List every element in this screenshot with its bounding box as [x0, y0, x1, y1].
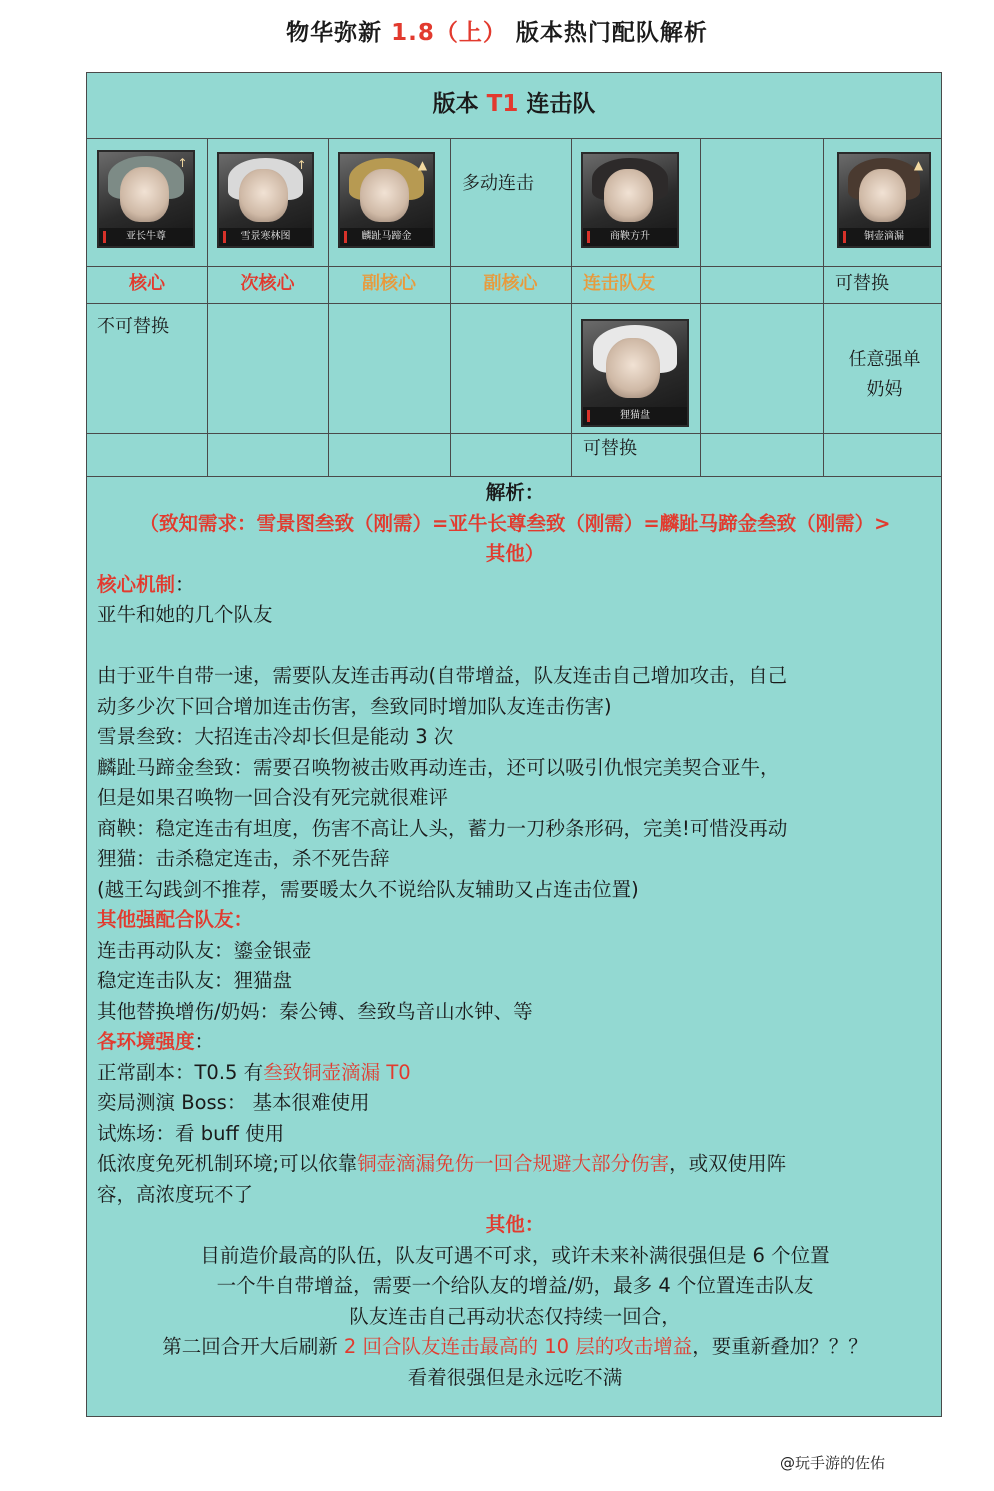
text-line: 由于亚牛自带一速，需要队友连击再动(自带增益，队友连击自己增加攻击，自己	[97, 664, 788, 687]
rank-badge-icon: ▲	[913, 158, 924, 172]
grid-line	[87, 303, 941, 304]
role-vicecore: 副核心	[362, 273, 416, 294]
core-heading	[97, 570, 933, 601]
portrait-xuejinghanlintu[interactable]	[217, 152, 314, 248]
portrait-face	[239, 169, 287, 222]
requirement-line: 其他）	[485, 542, 545, 565]
portrait-nameplate: 雪景寒林图	[219, 228, 312, 246]
portrait-nameplate: 商鞅方升	[583, 228, 677, 246]
text-segment: ，或双使用阵	[669, 1152, 787, 1175]
other-heading: 其他：	[485, 1213, 545, 1236]
text-line: (越王勾践剑不推荐，需要暖太久不说给队友辅助又占连击位置)	[97, 877, 639, 901]
env-heading	[97, 1027, 933, 1058]
text-line	[97, 1332, 933, 1363]
portrait-face	[120, 167, 169, 222]
portrait-limaopan[interactable]	[581, 319, 689, 427]
page-title	[0, 14, 994, 47]
text-line: 动多少次下回合增加连击伤害，叁致同时增加队友连击伤害)	[97, 694, 612, 718]
upgrade-arrow-icon: ↑	[296, 158, 307, 172]
portrait-nameplate: 铜壶滴漏	[839, 228, 929, 246]
portrait-nameplate: 狸猫盘	[583, 407, 687, 425]
highlight-segment: 铜壶滴漏免伤一回合规避大部分伤害	[357, 1152, 670, 1175]
analysis-section	[97, 478, 933, 1393]
portrait-face	[360, 169, 408, 222]
grid-line	[450, 139, 451, 476]
team-title-prefix: 版本	[432, 91, 487, 117]
note-replaceable: 可替换	[583, 438, 637, 459]
text-segment: ，要重新叠加？？？	[692, 1335, 868, 1358]
grid-line	[328, 139, 329, 476]
note-any-healer: 任意强单奶妈	[848, 349, 921, 400]
note-irreplaceable: 不可替换	[97, 316, 169, 337]
grid-line	[87, 266, 941, 267]
title-suffix: 版本热门配队解析	[506, 20, 708, 46]
grid-line	[87, 476, 941, 477]
title-prefix: 物华弥新	[286, 20, 392, 46]
core-heading-text: 核心机制	[97, 572, 176, 596]
highlight-segment: 叁致铜壶滴漏 T0	[263, 1060, 411, 1084]
text-line: 容，高浓度玩不了	[97, 1182, 254, 1206]
upgrade-arrow-icon: ↑	[177, 156, 188, 170]
text-line: 队友连击自己再动状态仅持续一回合，	[349, 1304, 681, 1328]
text-line: 奕局测演 Boss： 基本很难使用	[97, 1091, 370, 1114]
core-heading-colon: ：	[175, 572, 195, 596]
portrait-tonghudilou[interactable]	[837, 152, 931, 248]
text-line: 稳定连击队友：狸猫盘	[97, 969, 293, 992]
grid-line	[700, 139, 701, 476]
team-title	[87, 73, 941, 139]
text-segment: 低浓度免死机制环境;可以依靠	[97, 1152, 358, 1175]
text-line: 狸猫：击杀稳定连击，杀不死告辞	[97, 847, 390, 870]
team-tier: T1	[486, 91, 519, 117]
portrait-face	[606, 338, 660, 398]
text-line: 麟趾马蹄金叁致：需要召唤物被击败再动连击，还可以吸引仇恨完美契合亚牛，	[97, 755, 780, 779]
role-replaceable: 可替换	[835, 273, 889, 294]
text-line: 雪景叁致：大招连击冷却长但是能动 3 次	[97, 725, 454, 748]
env-heading-colon: ：	[194, 1030, 215, 1053]
grid-line	[571, 139, 572, 476]
portrait-shangyangfangsheng[interactable]	[581, 152, 679, 248]
text-line: 看着很强但是永远吃不满	[407, 1365, 623, 1389]
env-heading-text: 各环境强度	[97, 1030, 195, 1053]
role-combo-partner: 连击队友	[583, 273, 655, 294]
requirement-line: （致知需求：雪景图叁致（刚需）=亚牛长尊叁致（刚需）=麟趾马蹄金叁致（刚需）>	[139, 511, 891, 535]
grid-line	[87, 433, 941, 434]
spacer	[97, 631, 933, 662]
role-core: 核心	[129, 273, 165, 294]
grid-line	[823, 139, 824, 476]
portrait-linzhimatijin[interactable]	[338, 152, 435, 248]
portrait-nameplate: 麟趾马蹄金	[340, 228, 433, 246]
portrait-face	[859, 169, 906, 222]
team-title-suffix: 连击队	[518, 91, 596, 117]
author-credit: @玩手游的佐佑	[780, 1454, 886, 1472]
partners-heading: 其他强配合队友：	[97, 908, 254, 931]
role-subcore: 次核心	[240, 273, 295, 294]
highlight-segment: 2 回合队友连击最高的 10 层的攻击增益	[343, 1335, 693, 1358]
portrait-nameplate: 亚长牛尊	[99, 228, 193, 246]
multi-combo-label: 多动连击	[462, 173, 534, 194]
portrait-yachangniuzun[interactable]	[97, 150, 195, 248]
portrait-face	[604, 169, 653, 222]
text-line: 但是如果召唤物一回合没有死完就很难评	[97, 786, 449, 809]
title-version: 1.8（上）	[391, 20, 507, 46]
text-line: 亚牛和她的几个队友	[97, 603, 273, 626]
analysis-heading: 解析：	[485, 481, 545, 504]
rank-badge-icon: ▲	[417, 158, 428, 172]
text-line: 商鞅：稳定连击有坦度，伤害不高让人头，蓄力一刀秒条形码，完美!可惜没再动	[97, 816, 788, 840]
text-segment: 正常副本：T0.5 有	[97, 1060, 264, 1084]
grid-line	[207, 139, 208, 476]
text-line: 目前造价最高的队伍，队友可遇不可求，或许未来补满很强但是 6 个位置	[200, 1243, 830, 1267]
text-line: 一个牛自带增益，需要一个给队友的增益/奶，最多 4 个位置连击队友	[216, 1274, 814, 1297]
text-line: 连击再动队友：鎏金银壶	[97, 938, 312, 962]
text-line: 其他替换增伤/奶妈：秦公镈、叁致鸟音山水钟、等	[97, 999, 533, 1023]
team-sheet	[86, 72, 942, 1417]
text-segment: 第二回合开大后刷新	[162, 1335, 344, 1358]
text-line: 试炼场：看 buff 使用	[97, 1121, 285, 1145]
role-vicecore: 副核心	[483, 273, 538, 294]
text-line	[97, 1058, 933, 1089]
text-line	[97, 1149, 933, 1180]
